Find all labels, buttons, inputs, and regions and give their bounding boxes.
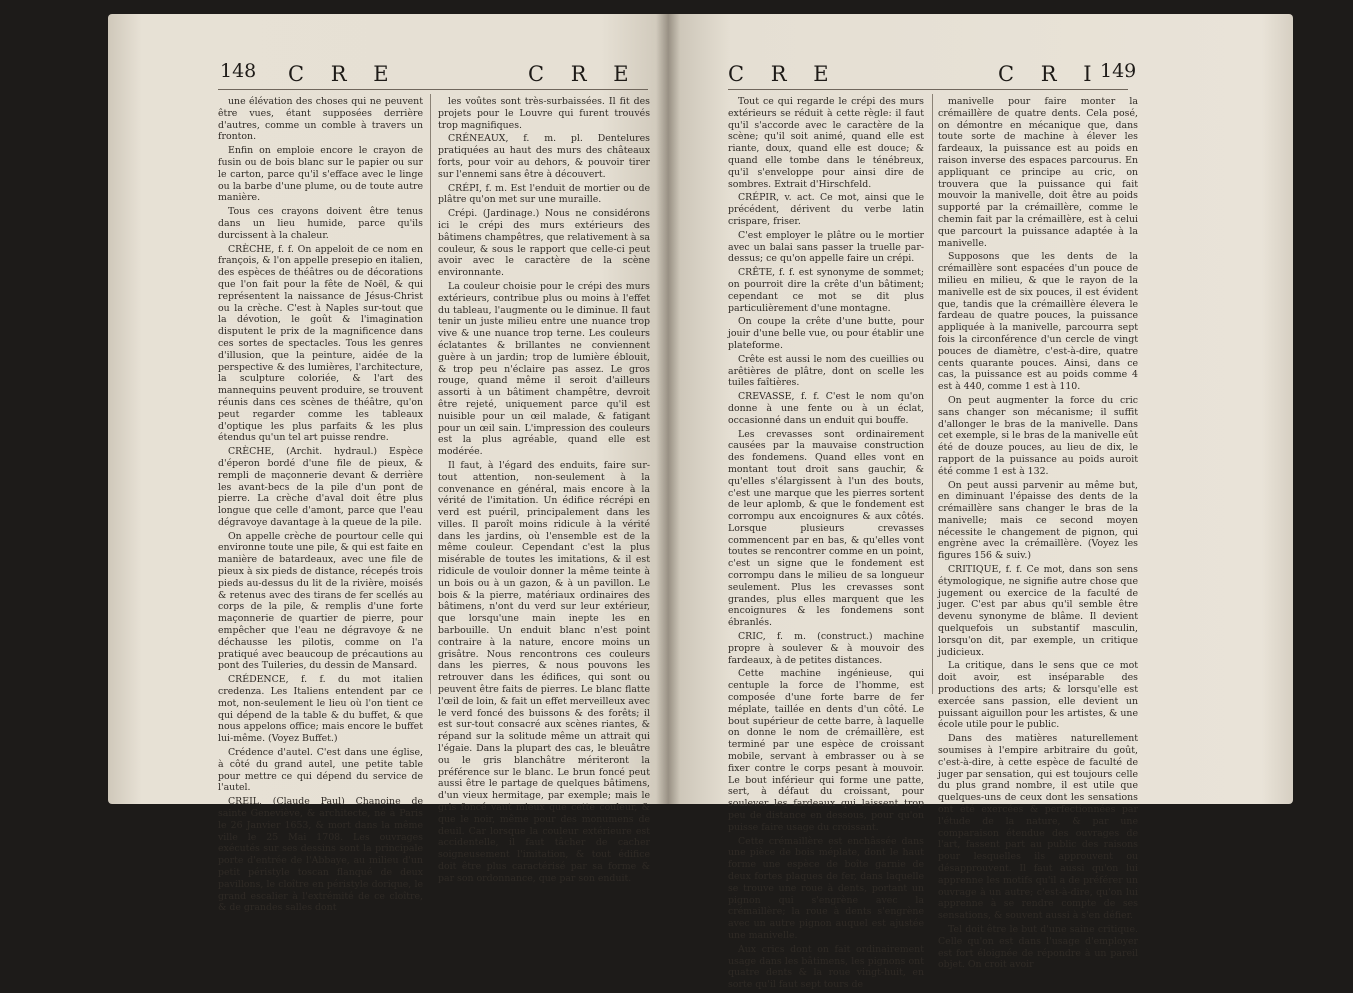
paragraph: Enfin on emploie encore le crayon de fusin ou de bois blanc sur le papier ou sur le carton, parce qu'il s'efface avec le linge ou la barbe d'une plume, ou de toute autre manière. <box>218 145 423 204</box>
paragraph: CRIC, f. m. (construct.) machine propre à soulever & à mouvoir des fardeaux, à de petites distances. <box>728 631 924 666</box>
paragraph: Tel doit être le but d'une saine critique. Celle qu'on est dans l'usage d'employer est fort éloignée de répondre à un pareil objet. On croit avoir <box>938 923 1138 971</box>
right-page <box>668 14 1293 991</box>
header-rule <box>218 89 648 90</box>
running-head: C R E <box>288 62 399 86</box>
paragraph: La couleur choisie pour le crépi des murs extérieurs, contribue plus ou moins à l'effet du tableau, l'augmente ou le diminue. Il faut tenir un juste milieu entre une nuance trop vive & une nuance trop terne. Les couleurs éclatantes & brillantes ne conviennent guère à un jardin; trop de lumière éblouit, & trop peu n'éclaire pas assez. Le gros rouge, quand même il seroit d'ailleurs assorti à un bâtiment champêtre, devroit être rejeté, uniquement parce qu'il est nuisible pour un œil malade, & fatigant pour un œil sain. L'impression des couleurs est la plus agréable, quand elle est modérée. <box>438 280 650 458</box>
paragraph: CRÉPI, f. m. Est l'enduit de mortier ou de plâtre qu'on met sur une muraille. <box>438 182 650 206</box>
paragraph: CRÉDENCE, f. f. du mot italien credenza. Les Italiens entendent par ce mot, non-seulement le lieu où l'on tient ce qui dépend de la table & du buffet, & que nous appelons office; mais encore le buffet lui-même. (Voyez Buffet.) <box>218 674 423 745</box>
text-column-1 <box>728 96 924 993</box>
header-rule <box>728 89 1128 90</box>
left-page <box>108 14 668 914</box>
book-gutter <box>656 14 680 804</box>
text-column-1 <box>218 96 423 916</box>
running-head-right: C R E <box>528 62 639 86</box>
paragraph: Supposons que les dents de la crémaillère sont espacées d'un pouce de milieu en milieu, & que le rayon de la manivelle est de six pouces, il est évident que, tandis que la crémaillère élevera le fardeau de quatre pouces, la puissance appliquée à la manivelle, parcourra sept fois la circonférence d'un cercle de vingt pouces de diamètre, c'est-à-dire, quatre cents quarante pouces. Ainsi, dans ce cas, la puissance est au poids comme 4 est à 440, comme 1 est à 110. <box>938 251 1138 393</box>
paragraph: CRÉNEAUX, f. m. pl. Dentelures pratiquées au haut des murs des châteaux forts, pour voir au dehors, & pouvoir tirer sur l'ennemi sans être à découvert. <box>438 133 650 180</box>
page-number: 149 <box>1100 60 1137 82</box>
paragraph: CREIL, (Claude Paul) Chanoine de sainte Geneviève, & architecte, né à Paris le 26 Janvier 1653, & mort dans la même ville le 25 Mai 1708. Les ouvrages exécutés sur ses dessins sont la principale porte d'entrée de l'Abbaye, au milieu d'un petit péristyle toscan flanqué de deux pavillons, le cloître en péristyle dorique, le grand escalier à l'extrémité de ce cloître, & de grandes salles dont <box>218 796 423 914</box>
paragraph: Crépi. (Jardinage.) Nous ne considérons ici le crépi des murs extérieurs des bâtimens champêtres, que relativement à sa couleur, & sous le rapport que celle-ci peut avoir avec le caractère de la scène environnante. <box>438 208 650 279</box>
paragraph: C'est employer le plâtre ou le mortier avec un balai sans passer la truelle par-dessus; ce qu'on appelle faire un crépi. <box>728 229 924 265</box>
paragraph: On coupe la crête d'une butte, pour jouir d'une belle vue, ou pour établir une plateforme. <box>728 316 924 351</box>
paragraph: CRITIQUE, f. f. Ce mot, dans son sens étymologique, ne signifie autre chose que jugement ou exercice de la faculté de juger. C'est par abus qu'il semble être devenu synonyme de blâme. Il devient quelquefois un substantif masculin, lorsqu'on dit, par exemple, un critique judicieux. <box>938 564 1138 658</box>
paragraph: Cette crémaillère est enchâssée dans une pièce de bois méplate, dont le haut forme une espèce de boîte garnie de deux fortes plaques de fer, dans laquelle se trouve une roue à dents, portant un pignon qui s'engrène avec la crémaillère; la roue à dents s'engrène avec un autre pignon auquel est ajustée une manivelle. <box>728 835 924 941</box>
running-head: C R E <box>728 62 839 86</box>
paragraph: une élévation des choses qui ne peuvent être vues, étant supposées derrière d'autres, comme un comble à travers un fronton. <box>218 96 423 143</box>
paragraph: On peut aussi parvenir au même but, en diminuant l'épaisse des dents de la crémaillère sans changer le bras de la manivelle; mais ce second moyen nécessite le changement de pignon, qui engrène avec la crémaillère. (Voyez les figures 156 & suiv.) <box>938 479 1138 562</box>
open-book <box>108 14 1298 991</box>
paragraph: Tous ces crayons doivent être tenus dans un lieu humide, parce qu'ils durcissent à la chaleur. <box>218 206 423 241</box>
paragraph: Aux crics dont on fait ordinairement usage dans les bâtimens, les pignons ont quatre dents & la roue vingt-huit, en sorte qu'il faut sept tours de <box>728 943 924 991</box>
paragraph: Dans des matières naturellement soumises à l'empire arbitraire du goût, c'est-à-dire, à cette espèce de faculté de juger par sensation, qui est toujours celle du plus grand nombre, il est utile que quelques-uns de ceux dont les sensations ont été exercées & perfectionnées par l'étude de la nature, & par une comparaison étendue des ouvrages de l'art, fassent part au public des raisons pour lesquelles ils approuvent ou désapprouvent. Il faut aussi qu'on lui apprenne les motifs qu'il a de préférer un ouvrage à un autre; c'est-à-dire, qu'on lui apprenne à se rendre compte de ses sensations, & souvent aussi à s'en défier. <box>938 733 1138 922</box>
paragraph: CREVASSE, f. f. C'est le nom qu'on donne à une fente ou à un éclat, occasionné dans un enduit qui bouffe. <box>728 391 924 426</box>
text-column-2 <box>938 96 1138 973</box>
paragraph: On appelle crèche de pourtour celle qui environne toute une pile, & qui est faite en manière de batardeaux, avec une file de pieux à six pieds de distance, récepés trois pieds au-dessus du lit de la rivière, moisés & retenus avec des tirans de fer scellés au corps de la pile, & remplis d'une forte maçonnerie de quartier de pierre, pour empêcher que l'eau ne dégravoye & ne déchausse les pilotis, comme on l'a pratiqué avec beaucoup de précautions au pont des Tuileries, du dessin de Mansard. <box>218 530 423 672</box>
paragraph: CRÊTE, f. f. est synonyme de sommet; on pourroit dire la crête d'un bâtiment; cependant ce mot se dit plus particulièrement d'une montagne. <box>728 267 924 314</box>
text-column-2 <box>438 96 650 887</box>
page-number: 148 <box>220 60 257 82</box>
paragraph: les voûtes sont très-surbaissées. Il fit des projets pour le Louvre qui furent trouvés trop magnifiques. <box>438 96 650 131</box>
paragraph: Crête est aussi le nom des cueillies ou arêtières de plâtre, dont on scelle les tuiles faîtières. <box>728 353 924 389</box>
column-divider <box>430 94 431 694</box>
paragraph: Cette machine ingénieuse, qui centuple la force de l'homme, est composée d'une forte barre de fer méplate, taillée en dents d'un côté. Le bout supérieur de cette barre, à laquelle on donne le nom de crémaillère, est terminé par une espèce de croissant mobile, servant à embrasser ou à se fixer contre le corps pesant à mouvoir. Le bout inférieur qui forme une patte, sert, à défaut du croissant, pour soulever les fardeaux qui laissent trop peu de distance en dessous, pour qu'on puisse faire usage du croissant. <box>728 668 924 833</box>
paragraph: On peut augmenter la force du cric sans changer son mécanisme; il suffit d'allonger le bras de la manivelle. Dans cet exemple, si le bras de la manivelle eût été de douze pouces, au lieu de dix, le rapport de la puissance au poids auroit été comme 1 est à 132. <box>938 394 1138 477</box>
paragraph: manivelle pour faire monter la crémaillère de quatre dents. Cela posé, on démontre en mécanique que, dans toute sorte de machine à élever les fardeaux, la puissance est au poids en raison inverse des espaces parcourus. En appliquant ce principe au cric, on trouvera que la puissance qui fait mouvoir la manivelle, doit être au poids supporté par la crémaillère, comme le chemin fait par la crémaillère, est à celui que parcourt la puissance adaptée à la manivelle. <box>938 96 1138 249</box>
column-divider <box>932 94 933 694</box>
paragraph: Crédence d'autel. C'est dans une église, à côté du grand autel, une petite table pour mettre ce qui dépend du service de l'autel. <box>218 747 423 794</box>
paragraph: CRÈCHE, f. f. On appeloit de ce nom en françois, & l'on appelle presepio en italien, des espèces de théâtres ou de décorations que l'on fait pour la fête de Noël, & qui représentent la naissance de Jésus-Christ ou la crèche. C'est à Naples sur-tout que la dévotion, le goût & l'imagination disputent le prix de la magnificence dans ces sortes de spectacles. Tous les genres d'illusion, que la peinture, aidée de la perspective & des lumières, l'architecture, la sculpture coloriée, & l'art des mannequins peuvent produire, se trouvent réunis dans ces scènes de théâtre, qu'on peut regarder comme les tableaux d'optique les plus parfaits & les plus étendus qu'un tel art puisse rendre. <box>218 243 423 444</box>
paragraph: Les crevasses sont ordinairement causées par la mauvaise construction des fondemens. Quand elles vont en montant tout droit sans gauchir, & qu'elles s'élargissent à l'un des bouts, c'est une marque que les pierres sortent de leur aplomb, & que le fondement est corrompu aux encoignures & aux côtés. Lorsque plusieurs crevasses commencent par en bas, & qu'elles vont toutes se rencontrer comme en un point, c'est un signe que le fondement est corrompu dans le milieu de sa longueur seulement. Plus les crevasses sont grandes, plus elles marquent que les encoignures & les fondemens sont ébranlés. <box>728 428 924 629</box>
running-head-right: C R I <box>998 62 1102 86</box>
paragraph: La critique, dans le sens que ce mot doit avoir, est inséparable des productions des arts; & lorsqu'elle est exercée sans passion, elle devient un puissant aiguillon pour les artistes, & une école utile pour le public. <box>938 660 1138 731</box>
paragraph: CRÉPIR, v. act. Ce mot, ainsi que le précédent, dérivent du verbe latin crispare, friser. <box>728 192 924 227</box>
paragraph: CRÈCHE, (Archit. hydraul.) Espèce d'éperon bordé d'une file de pieux, & rempli de maçonnerie devant & derrière les avant-becs de la pile d'un pont de pierre. La crèche d'aval doit être plus longue que celle d'amont, parce que l'eau dégravoye davantage à la queue de la pile. <box>218 446 423 528</box>
paragraph: Il faut, à l'égard des enduits, faire sur-tout attention, non-seulement à la convenance en général, mais encore à la vérité de l'imitation. Un édifice récrépi en verd est puéril, principalement dans les villes. Il paroît moins ridicule à la vérité dans les jardins, où l'ensemble est de la même couleur. Cependant c'est la plus misérable de toutes les imitations, & il est ridicule de vouloir donner la même teinte à un bois ou à un gazon, & à un pavillon. Le bois & la pierre, matériaux ordinaires des bâtimens, n'ont du verd sur leur extérieur, que lorsqu'une main inepte les en barbouille. Un enduit blanc n'est point contraire à la nature, encore moins un grisâtre. Nous rencontrons ces couleurs dans les pierres, & nous pouvons les retrouver dans les édifices, qui sont ou peuvent être faits de pierres. Le blanc flatte l'œil de loin, & fait un effet merveilleux avec le verd foncé des buissons & des forêts; il est sur-tout consacré aux scènes riantes, & répand sur la solitude même un attrait qui l'égaie. Dans la plupart des cas, le bleuâtre ou le gris blanchâtre mériteront la préférence sur le blanc. Le brun foncé peut aussi être le partage de quelques bâtimens, d'un vieux hermitage, par exemple; mais le gris foncé vaut mieux que cette couleur, & que le noir, même pour des monumens de deuil. Car lorsque la couleur extérieure est accidentelle, il faut tâcher de cacher soigneusement l'imitation, & tout édifice doit être plus caractérisé par sa forme & par son ordonnance, que par son enduit. <box>438 459 650 884</box>
paragraph: Tout ce qui regarde le crépi des murs extérieurs se réduit à cette règle: il faut qu'il s'accorde avec le caractère de la scène; qu'il soit animé, quand elle est riante, doux, quand elle est douce; & quand elle tombe dans le ténébreux, qu'il s'enveloppe pour ainsi dire de sombres. Extrait d'Hirschfeld. <box>728 96 924 190</box>
